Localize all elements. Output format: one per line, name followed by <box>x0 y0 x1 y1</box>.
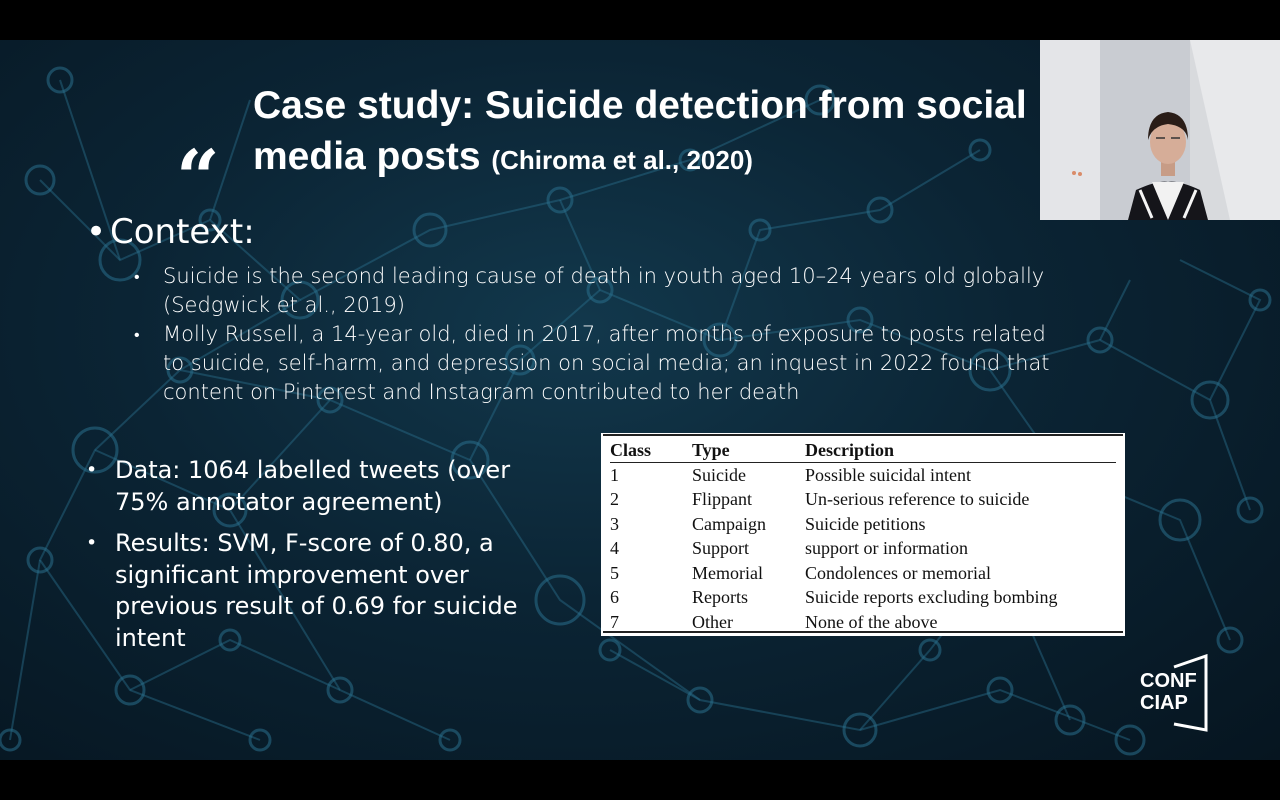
cell-description: Suicide reports excluding bombing <box>805 587 1058 608</box>
table-bottom-rule <box>603 631 1123 633</box>
cell-description: Possible suicidal intent <box>805 464 971 485</box>
cell-class: 4 <box>610 538 619 559</box>
slide-title <box>253 80 1033 186</box>
header-class: Class <box>610 438 692 463</box>
class-table <box>601 433 1125 636</box>
cell-class: 5 <box>610 562 619 583</box>
data-bullet: • Data: 1064 labelled tweets (over 75% annotator agreement) <box>115 455 555 518</box>
table-row <box>610 586 1116 611</box>
table-row <box>610 463 1116 488</box>
context-point-1: • Suicide is the second leading cause of death in youth aged 10–24 years old globally (Sedgwick et al., 2019) <box>163 262 1063 320</box>
cell-type: Flippant <box>692 489 753 510</box>
cell-type: Support <box>692 538 750 559</box>
presenter-video-icon <box>1040 40 1280 220</box>
cell-type: Campaign <box>692 513 766 534</box>
cell-description: None of the above <box>805 611 938 632</box>
table-row <box>610 561 1116 586</box>
logo-line-2: CIAP <box>1140 692 1188 714</box>
cell-description: Suicide petitions <box>805 513 926 534</box>
logo-text <box>1140 670 1197 714</box>
table-row <box>610 537 1116 562</box>
results-bullet: • Results: SVM, F-score of 0.80, a significant improvement over previous result of 0.69 for suicide intent <box>115 528 555 654</box>
table-row <box>610 488 1116 513</box>
cell-type: Reports <box>692 587 748 608</box>
cell-class: 2 <box>610 489 619 510</box>
context-point-2: • Molly Russell, a 14-year old, died in 2017, after months of exposure to posts related to suicide, self-harm, and depression on social media; an inquest in 2022 found that content on Pinterest and Instagram contributed to her death <box>163 320 1053 407</box>
context-heading: • Context: <box>86 210 255 254</box>
cell-class: 6 <box>610 587 619 608</box>
logo-line-1: CONF <box>1140 670 1197 692</box>
cell-type: Suicide <box>692 464 746 485</box>
quote-mark-icon: “ <box>176 133 220 222</box>
cell-class: 7 <box>610 611 619 632</box>
cell-type: Other <box>692 611 733 632</box>
slide-title-citation: (Chiroma et al., 2020) <box>491 145 753 175</box>
conf-ciap-logo <box>1140 654 1210 732</box>
cell-type: Memorial <box>692 562 763 583</box>
cell-description: Condolences or memorial <box>805 562 991 583</box>
cell-class: 3 <box>610 513 619 534</box>
header-description: Description <box>805 438 1116 463</box>
table-top-rule <box>603 434 1123 436</box>
header-type: Type <box>692 438 805 463</box>
webcam-video-feed <box>1040 40 1280 220</box>
cell-description: support or information <box>805 538 968 559</box>
slide-title-main: Case study: Suicide detection from social media posts <box>253 84 1027 178</box>
table-row <box>610 512 1116 537</box>
cell-description: Un-serious reference to suicide <box>805 489 1030 510</box>
class-type-table <box>610 438 1116 635</box>
table-header-row <box>610 438 1116 463</box>
cell-class: 1 <box>610 464 619 485</box>
